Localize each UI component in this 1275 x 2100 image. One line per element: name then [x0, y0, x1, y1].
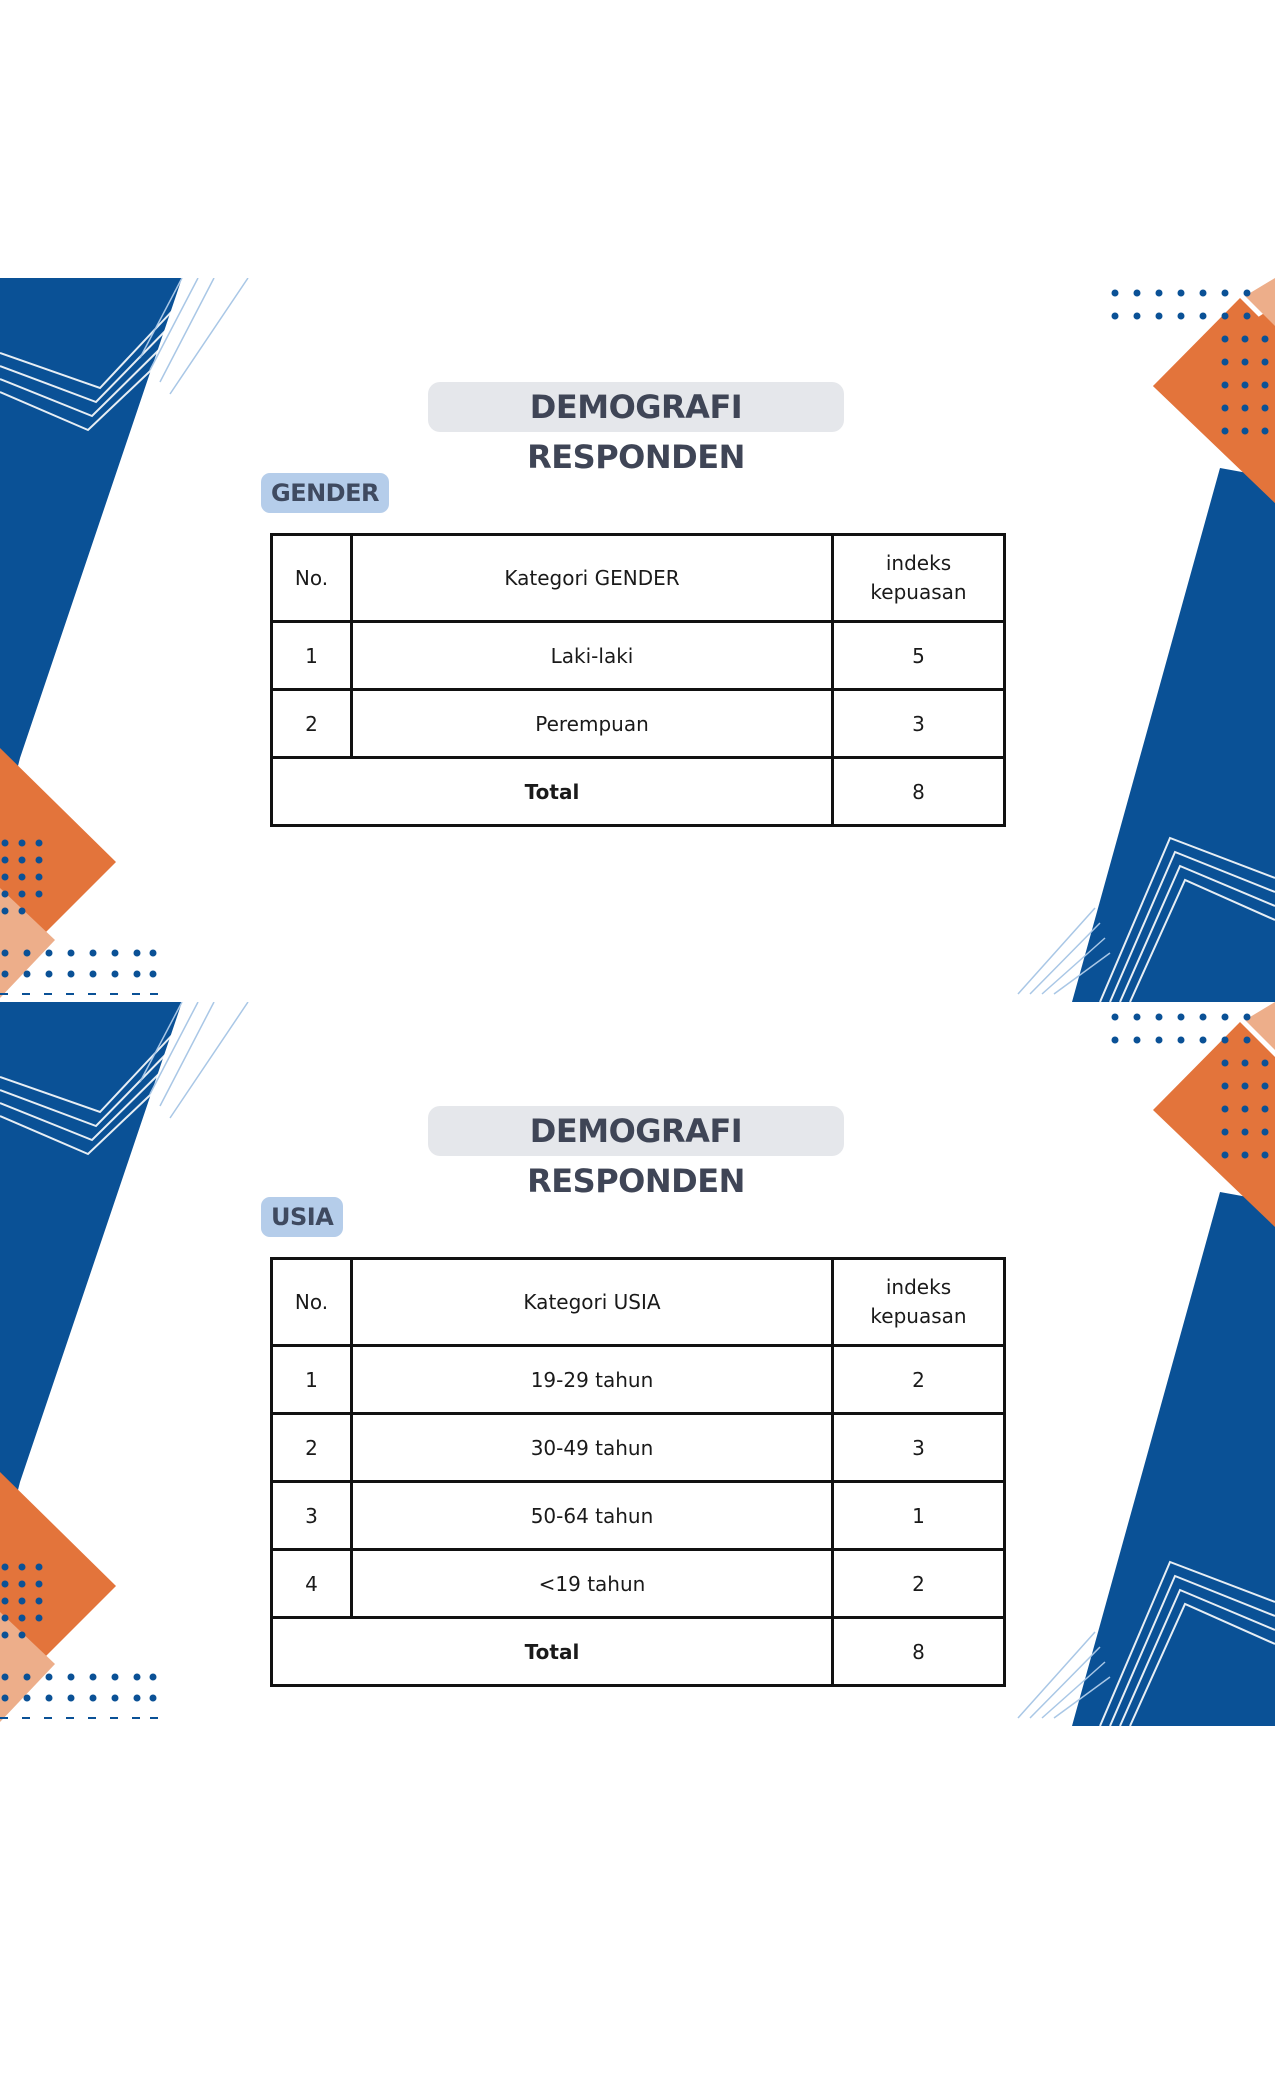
cell-kategori: 30-49 tahun	[352, 1414, 833, 1482]
slide-title: DEMOGRAFI RESPONDEN	[428, 1106, 844, 1156]
cell-no: 3	[272, 1482, 352, 1550]
table-row	[272, 1550, 1005, 1618]
cell-no: 1	[272, 622, 352, 690]
cell-kategori: <19 tahun	[352, 1550, 833, 1618]
total-value: 8	[833, 758, 1005, 826]
cell-indeks: 1	[833, 1482, 1005, 1550]
cell-no: 4	[272, 1550, 352, 1618]
section-label-usia: USIA	[261, 1197, 343, 1237]
header-kategori: Kategori GENDER	[352, 535, 833, 622]
cell-indeks: 2	[833, 1550, 1005, 1618]
orange-diamond-right-main	[1153, 1022, 1275, 1227]
table-row	[272, 690, 1005, 758]
cell-kategori: Perempuan	[352, 690, 833, 758]
header-indeks: indeks kepuasan	[833, 1259, 1005, 1346]
table-row	[272, 1414, 1005, 1482]
header-no: No.	[272, 535, 352, 622]
table-total-row	[272, 758, 1005, 826]
slide-usia	[0, 1002, 1275, 1726]
table-total-row	[272, 1618, 1005, 1686]
cell-kategori: 50-64 tahun	[352, 1482, 833, 1550]
header-kategori: Kategori USIA	[352, 1259, 833, 1346]
slide-gender	[0, 278, 1275, 1002]
total-label: Total	[272, 758, 833, 826]
table-header-row	[272, 535, 1005, 622]
cell-no: 1	[272, 1346, 352, 1414]
cell-indeks: 2	[833, 1346, 1005, 1414]
cell-no: 2	[272, 690, 352, 758]
header-indeks: indeks kepuasan	[833, 535, 1005, 622]
total-value: 8	[833, 1618, 1005, 1686]
cell-indeks: 3	[833, 690, 1005, 758]
cell-kategori: Laki-laki	[352, 622, 833, 690]
table-header-row	[272, 1259, 1005, 1346]
blue-stripe-right	[1072, 1192, 1275, 1726]
gender-table	[270, 533, 1006, 827]
cell-no: 2	[272, 1414, 352, 1482]
total-label: Total	[272, 1618, 833, 1686]
cell-kategori: 19-29 tahun	[352, 1346, 833, 1414]
cell-indeks: 3	[833, 1414, 1005, 1482]
table-row	[272, 622, 1005, 690]
slide-title: DEMOGRAFI RESPONDEN	[428, 382, 844, 432]
header-no: No.	[272, 1259, 352, 1346]
section-label-gender: GENDER	[261, 473, 389, 513]
usia-table	[270, 1257, 1006, 1687]
cell-indeks: 5	[833, 622, 1005, 690]
orange-diamond-right-main	[1153, 298, 1275, 503]
table-row	[272, 1482, 1005, 1550]
table-row	[272, 1346, 1005, 1414]
blue-stripe-right	[1072, 468, 1275, 1002]
